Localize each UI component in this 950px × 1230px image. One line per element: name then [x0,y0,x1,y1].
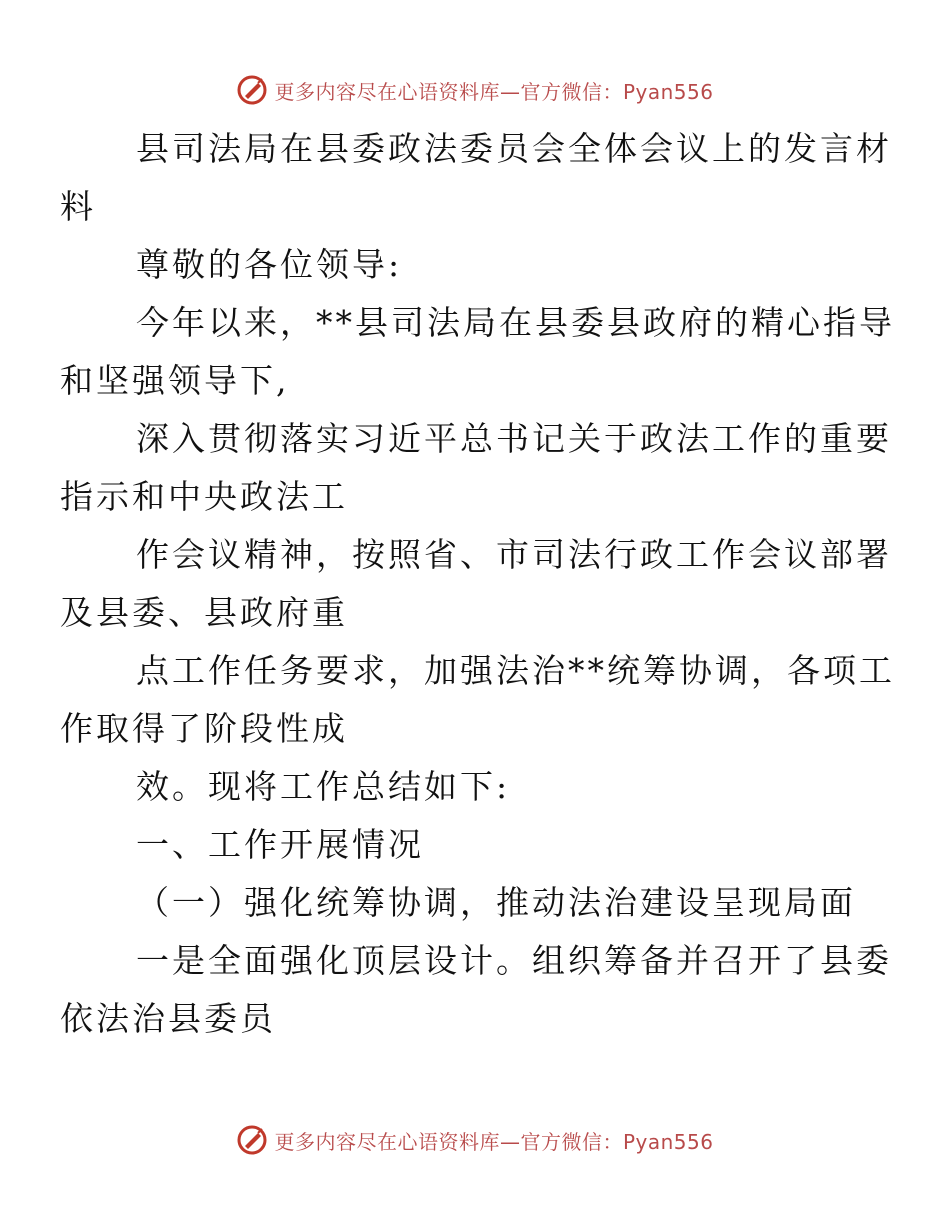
banner-text: 更多内容尽在心语资料库—官方微信：Pyan556 [274,79,714,104]
text-line: 和坚强领导下, [60,361,290,400]
paragraph [98,758,858,816]
banner-text: 更多内容尽在心语资料库—官方微信：Pyan556 [274,1129,714,1154]
text-line: 一是全面强化顶层设计。组织筹备并召开了县委 [136,941,892,980]
paragraph [60,294,895,410]
text-line: 效。现将工作总结如下: [136,767,511,806]
footer-watermark-banner [0,1120,950,1160]
text-line: 今年以来，**县司法局在县委县政府的精心指导 [136,303,895,342]
paragraph [60,642,895,758]
quill-logo-icon [236,1124,268,1156]
paragraph [60,932,892,1048]
text-line: 点工作任务要求，加强法治**统筹协调，各项工 [136,651,895,690]
text-line: 及县委、县政府重 [60,593,348,632]
text-line: 依法治县委员 [60,999,276,1038]
paragraph [60,410,892,526]
paragraph-salutation [98,236,858,294]
quill-logo-icon [236,74,268,106]
paragraph-title [60,120,892,236]
text-line: 深入贯彻落实习近平总书记关于政法工作的重要 [136,419,892,458]
document-body [60,120,895,1048]
text-line: 一、工作开展情况 [136,825,424,864]
text-line: 指示和中央政法工 [60,477,348,516]
header-watermark-banner [0,70,950,110]
text-line: 县司法局在县委政法委员会全体会议上的发言材 [136,129,892,168]
paragraph [60,526,892,642]
section-heading [98,816,858,874]
text-line: 作会议精神，按照省、市司法行政工作会议部署 [136,535,892,574]
subsection-heading [98,874,858,932]
text-line: 尊敬的各位领导: [136,245,403,284]
text-line: （一）强化统筹协调，推动法治建设呈现局面 [136,883,856,922]
text-line: 料 [60,187,96,226]
text-line: 作取得了阶段性成 [60,709,348,748]
